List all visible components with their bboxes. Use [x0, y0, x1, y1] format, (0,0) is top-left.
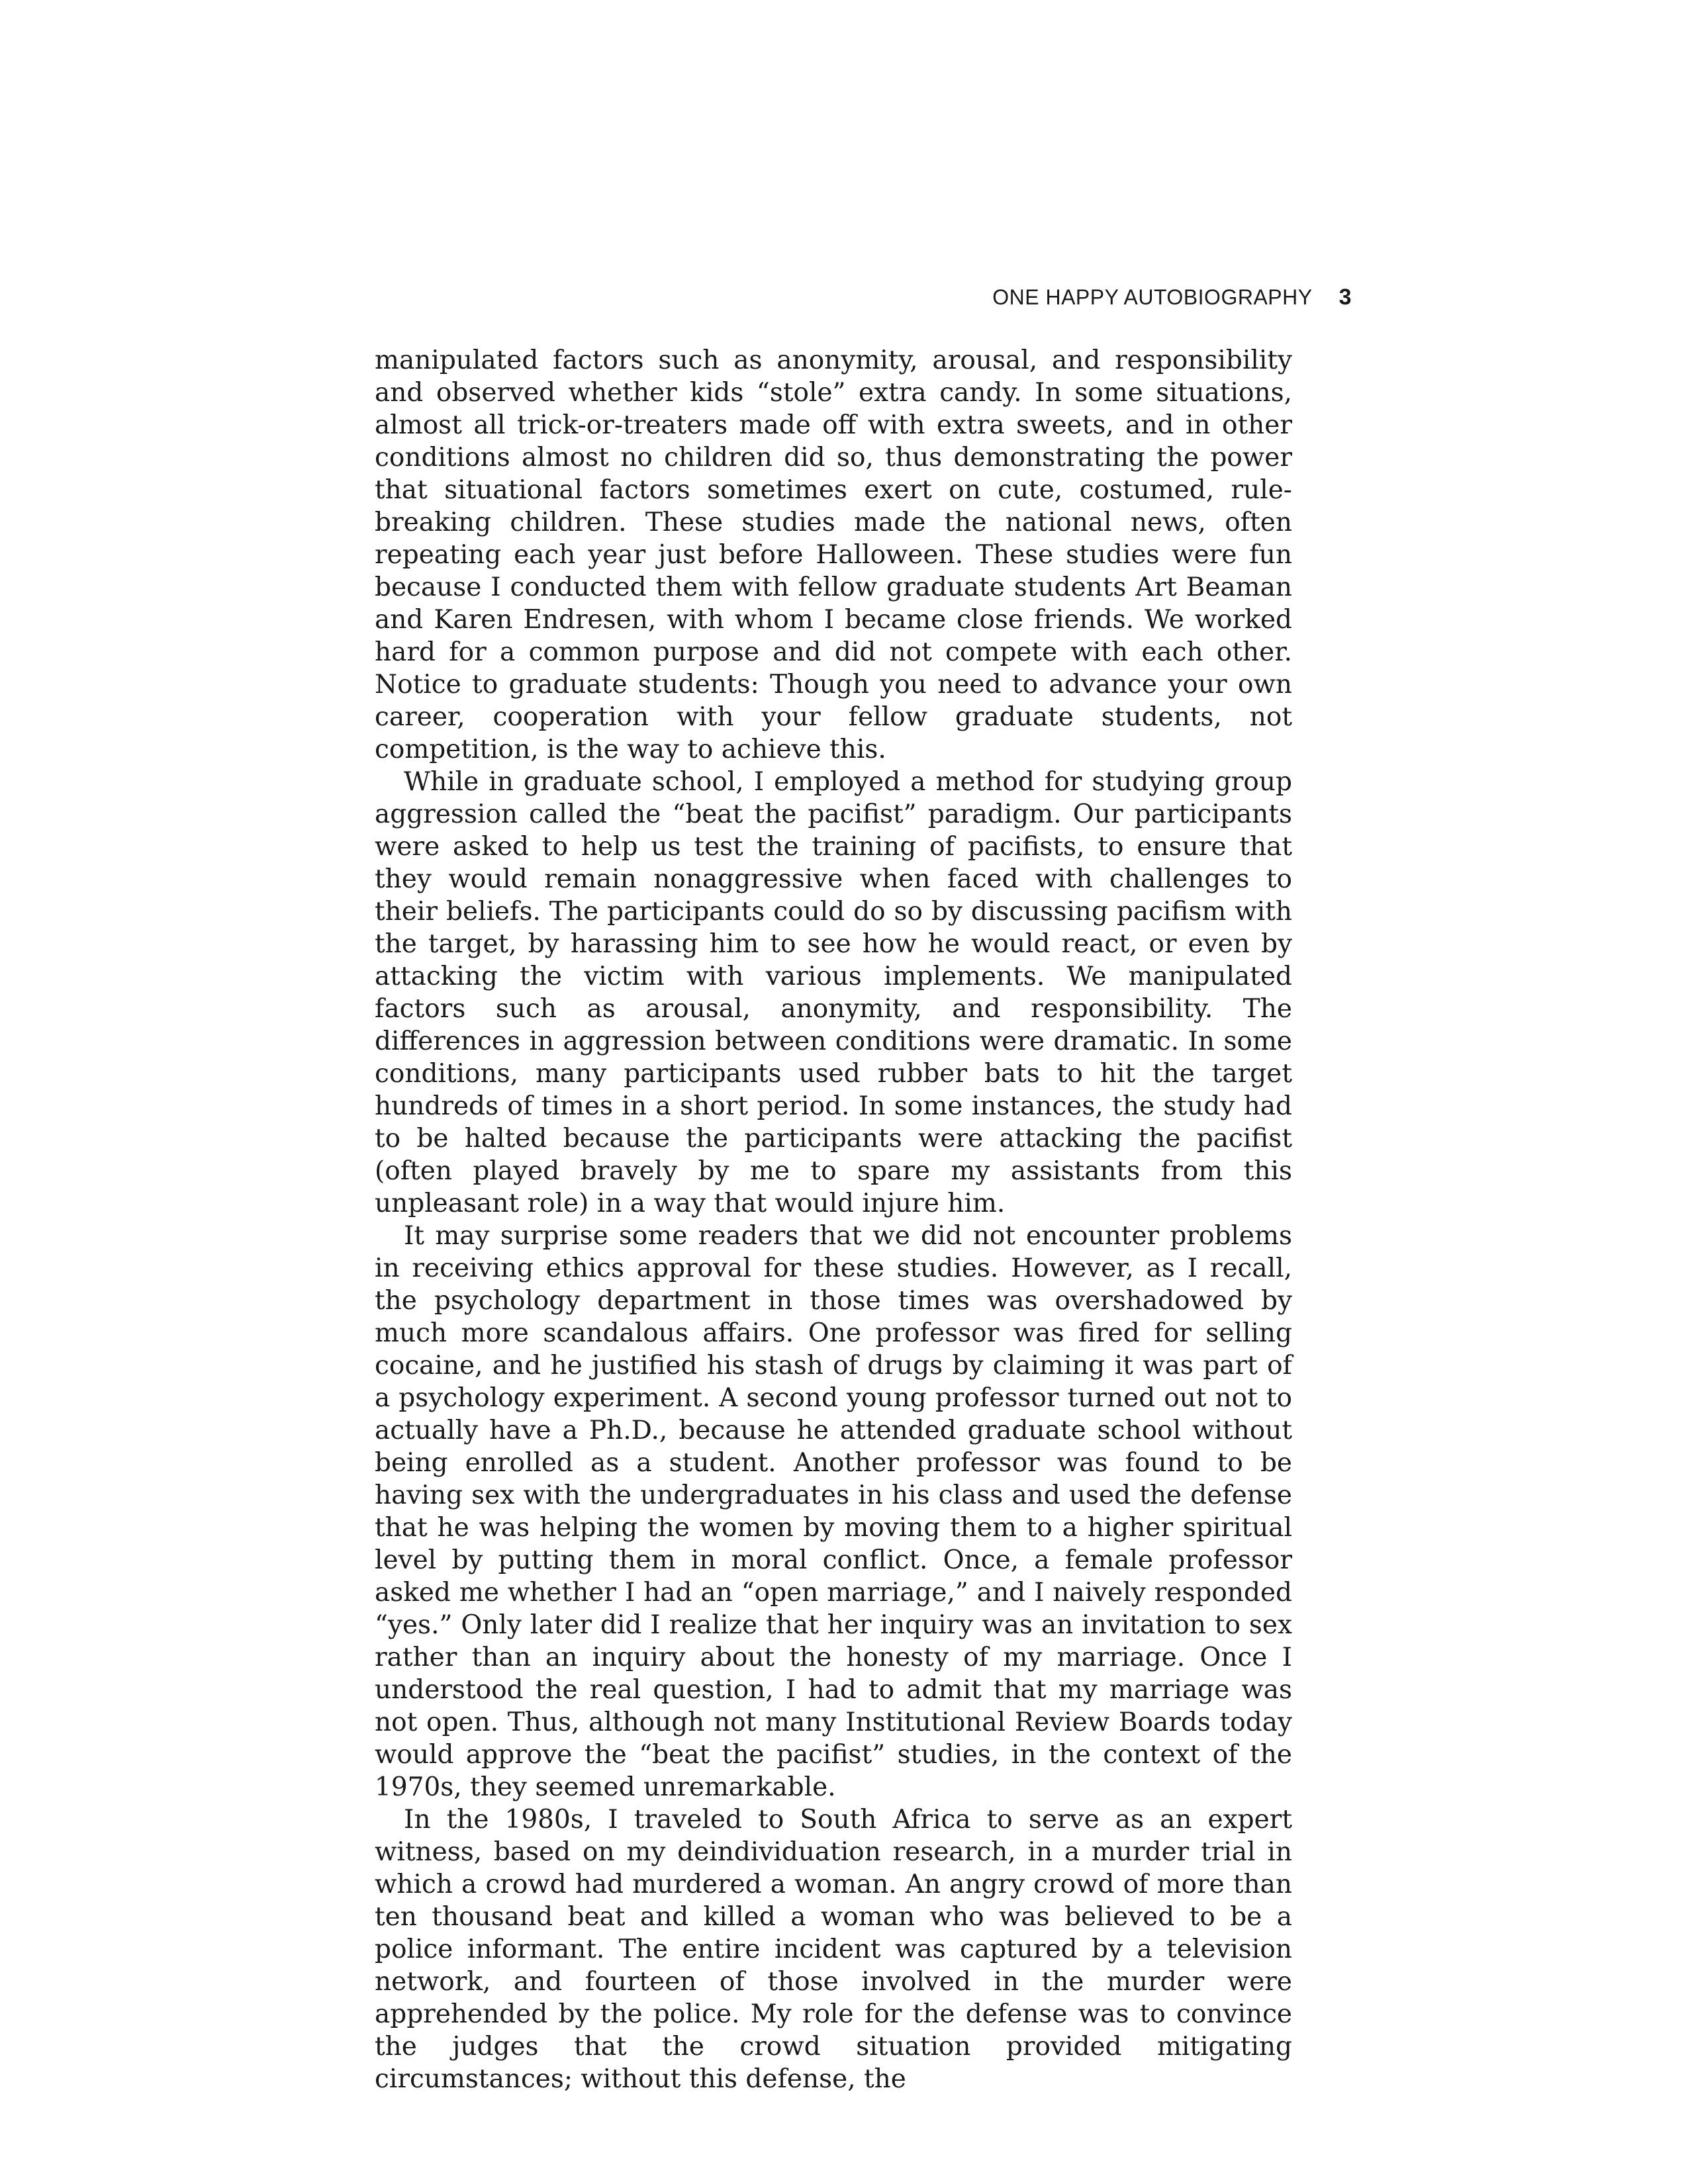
body-text: [375, 344, 1292, 2095]
running-title: ONE HAPPY AUTOBIOGRAPHY: [992, 285, 1313, 309]
page-number: 3: [1338, 285, 1352, 310]
paragraph: While in graduate school, I employed a method for studying group aggression called the “beat the pacifist” paradigm. Our participants were asked to help us test the training of pacifists, to ensure that they would remain nonaggressive when faced with challenges to their beliefs. The participants could do so by discussing pacifism with the target, by harassing him to see how he would react, or even by attacking the victim with various implements. We manipulated factors such as arousal, anonymity, and responsibility. The differences in aggression between conditions were dramatic. In some conditions, many participants used rubber bats to hit the target hundreds of times in a short period. In some instances, the study had to be halted because the participants were attacking the pacifist (often played bravely by me to spare my assistants from this unpleasant role) in a way that would injure him.: [375, 767, 1292, 1218]
paragraph: It may surprise some readers that we did not encounter problems in receiving ethics approval for these studies. However, as I recall, the psychology department in those times was overshadowed by much more scandalous affairs. One professor was fired for selling cocaine, and he justified his stash of drugs by claiming it was part of a psychology experiment. A second young professor turned out not to actually have a Ph.D., because he attended graduate school without being enrolled as a student. Another professor was found to be having sex with the undergraduates in his class and used the defense that he was helping the women by moving them to a higher spiritual level by putting them in moral conflict. Once, a female professor asked me whether I had an “open marriage,” and I naively responded “yes.” Only later did I realize that her inquiry was an invitation to sex rather than an inquiry about the honesty of my marriage. Once I understood the real question, I had to admit that my marriage was not open. Thus, although not many Institutional Review Boards today would approve the “beat the pacifist” studies, in the context of the 1970s, they seemed unremarkable.: [375, 1221, 1292, 1802]
running-head: [992, 285, 1352, 310]
paragraph: In the 1980s, I traveled to South Africa to serve as an expert witness, based on my deindividuation research, in a murder trial in which a crowd had murdered a woman. An angry crowd of more than ten thousand beat and killed a woman who was believed to be a police informant. The entire incident was captured by a television network, and fourteen of those involved in the murder were apprehended by the police. My role for the defense was to convince the judges that the crowd situation provided mitigating circumstances; without this defense, the: [375, 1805, 1292, 2094]
paragraph-continued: manipulated factors such as anonymity, arousal, and responsibility and observed whether kids “stole” extra candy. In some situations, almost all trick-or-treaters made off with extra sweets, and in other conditions almost no children did so, thus demonstrating the power that situational factors sometimes exert on cute, costumed, rule-breaking children. These studies made the national news, often repeating each year just before Halloween. These studies were fun because I conducted them with fellow graduate students Art Beaman and Karen Endresen, with whom I became close friends. We worked hard for a common purpose and did not compete with each other. Notice to graduate students: Though you need to advance your own career, cooperation with your fellow graduate students, not competition, is the way to achieve this.: [375, 345, 1292, 764]
